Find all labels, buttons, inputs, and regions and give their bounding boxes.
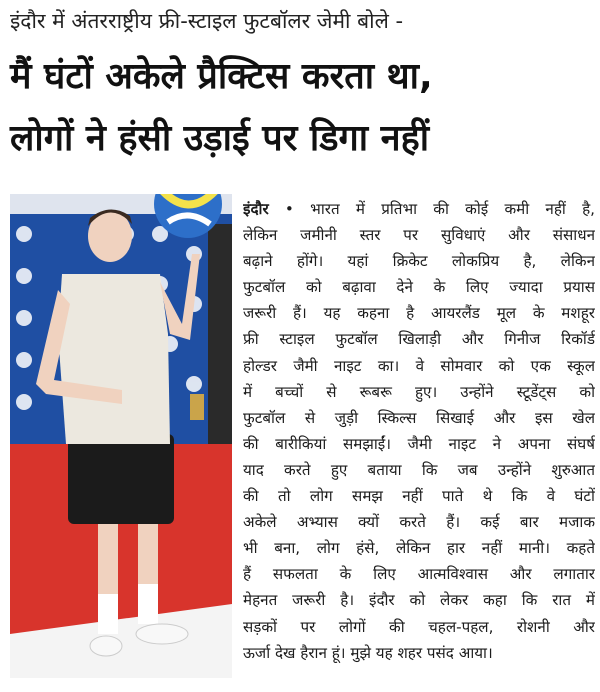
article-line: बढ़ाने होंगे। यहां क्रिकेट लोकप्रिय है, लेकिन	[243, 252, 595, 271]
kicker: इंदौर में अंतरराष्ट्रीय फ्री-स्टाइल फुटबॉलर जेमी बोले -	[10, 9, 404, 33]
player-shorts	[68, 434, 174, 524]
article-line: अकेले अभ्यास क्यों करते हैं। कई बार मजाक	[243, 513, 595, 532]
article-line: की तो लोग समझ नहीं पाते थे कि वे घंटों	[243, 487, 595, 506]
article-line: जरूरी हैं। यह कहना है आयरलैंड मूल के मशहूर	[243, 304, 595, 323]
article-line: भी बना, लोग हंसे, लेकिन हार नहीं मानी। कहते	[243, 539, 595, 558]
article-line: में बच्चों से रूबरू हुए। उन्होंने स्टूडेंट्स को	[243, 382, 595, 401]
player-shirt	[58, 274, 170, 444]
article-line: इंदौर • भारत में प्रतिभा की कोई कमी नहीं है,	[243, 200, 595, 218]
headline-line-1: मैं घंटों अकेले प्रैक्टिस करता था,	[10, 56, 433, 97]
article-line-text: भारत में प्रतिभा की कोई कमी नहीं है,	[310, 200, 595, 218]
article-line: होल्डर जैमी नाइट का। वे सोमवार को एक स्कूल	[243, 356, 595, 375]
headline	[10, 46, 595, 170]
photo	[10, 194, 232, 678]
article-line: हैं सफलता के लिए आत्मविश्वास और लगातार	[243, 565, 595, 584]
article-line: फुटबॉल को बढ़ावा देने के लिए ज्यादा प्रयास	[243, 278, 595, 297]
article-line: की बारीकियां समझाईं। जैमी नाइट ने अपना संघर्ष	[243, 434, 595, 453]
article-line: सड़कों पर लोगों की चहल-पहल, रोशनी और	[243, 617, 595, 636]
article-line: लेकिन जमीनी स्तर पर सुविधाएं और संसाधन	[243, 226, 595, 245]
article-body	[243, 196, 595, 666]
article-line: फुटबॉल से जुड़ी स्किल्स सिखाई और इस खेल	[243, 408, 595, 427]
article-line: मेहनत जरूरी है। इंदौर को लेकर कहा कि रात में	[243, 591, 595, 610]
dateline: इंदौर	[243, 200, 269, 218]
photo-illustration	[10, 194, 232, 678]
article-line: ऊर्जा देख हैरान हूं। मुझे यह शहर पसंद आया।	[243, 643, 493, 662]
headline-line-2: लोगों ने हंसी उड़ाई पर डिगा नहीं	[10, 118, 430, 159]
article-line: याद करते हुए बताया कि जब उन्होंने शुरुआत	[243, 460, 595, 479]
article-line: फ्री स्टाइल फुटबॉल खिलाड़ी और गिनीज रिकॉर्ड	[243, 330, 595, 349]
